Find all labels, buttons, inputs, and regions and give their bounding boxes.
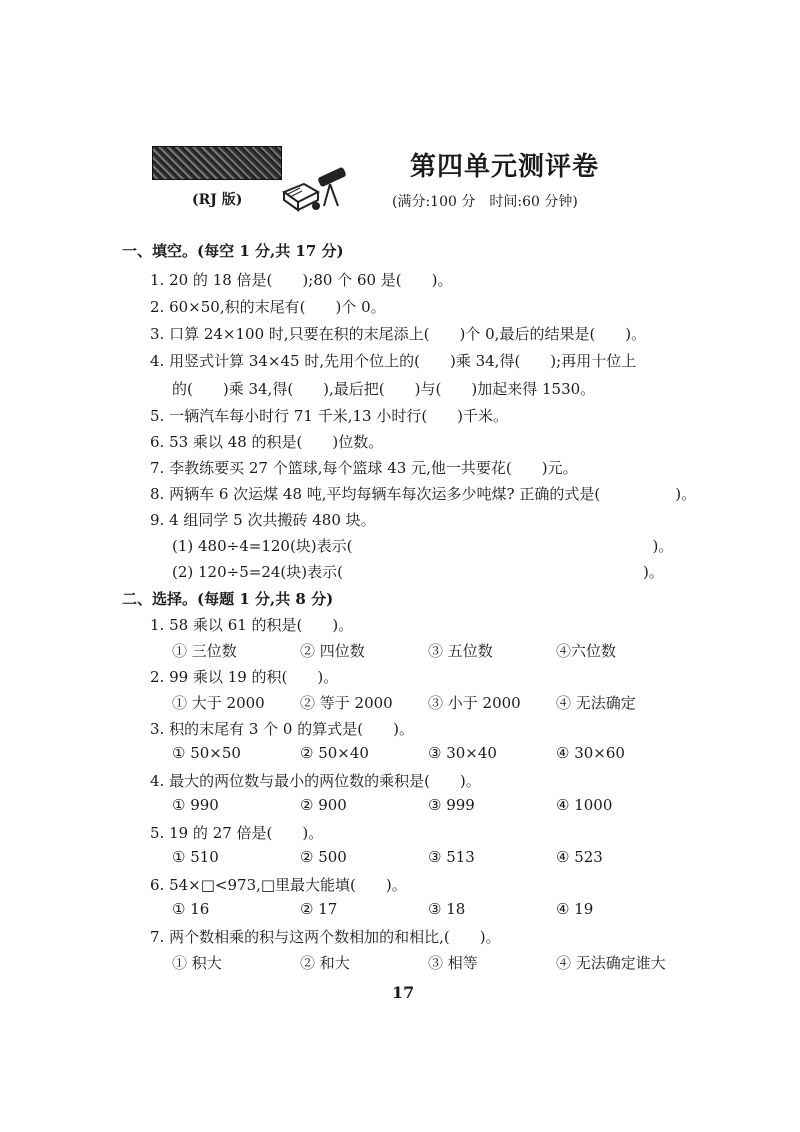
choice-3-option-a: ① 50×50 — [172, 744, 241, 762]
choice-2-option-d: ④ 无法确定 — [556, 694, 636, 712]
page-number: 17 — [392, 983, 415, 1002]
book-telescope-icon — [280, 162, 352, 214]
fill-question-9-part1: (1) 480÷4=120(块)表示( )。 — [172, 537, 674, 555]
section1-heading: 一、填空。(每空 1 分,共 17 分) — [122, 242, 344, 260]
edition-label: (RJ 版) — [192, 192, 243, 208]
choice-1-option-d: ④六位数 — [556, 642, 617, 660]
section2-heading: 二、选择。(每题 1 分,共 8 分) — [122, 590, 334, 608]
choice-3-option-b: ② 50×40 — [300, 744, 369, 762]
fill-question-9: 9. 4 组同学 5 次共搬砖 480 块。 — [150, 511, 376, 529]
choice-4-option-c: ③ 999 — [428, 796, 475, 814]
choice-5-option-d: ④ 523 — [556, 848, 603, 866]
choice-6-option-b: ② 17 — [300, 900, 338, 918]
choice-question-2: 2. 99 乘以 19 的积( )。 — [150, 668, 339, 686]
fill-question-4-cont: 的( )乘 34,得( ),最后把( )与( )加起来得 1530。 — [172, 380, 596, 398]
exam-info: (满分:100 分 时间:60 分钟) — [392, 194, 578, 210]
choice-4-option-d: ④ 1000 — [556, 796, 613, 814]
choice-3-option-c: ③ 30×40 — [428, 744, 497, 762]
choice-2-option-b: ② 等于 2000 — [300, 694, 393, 712]
choice-2-option-c: ③ 小于 2000 — [428, 694, 521, 712]
fill-question-5: 5. 一辆汽车每小时行 71 千米,13 小时行( )千米。 — [150, 407, 509, 425]
choice-question-3: 3. 积的末尾有 3 个 0 的算式是( )。 — [150, 720, 414, 738]
choice-question-1: 1. 58 乘以 61 的积是( )。 — [150, 616, 354, 634]
fill-question-1: 1. 20 的 18 倍是( );80 个 60 是( )。 — [150, 271, 453, 289]
page-title: 第四单元测评卷 — [410, 152, 600, 182]
choice-5-option-b: ② 500 — [300, 848, 347, 866]
choice-6-option-d: ④ 19 — [556, 900, 594, 918]
choice-question-5: 5. 19 的 27 倍是( )。 — [150, 824, 324, 842]
choice-1-option-a: ① 三位数 — [172, 642, 237, 660]
choice-5-option-c: ③ 513 — [428, 848, 475, 866]
choice-2-option-a: ① 大于 2000 — [172, 694, 265, 712]
fill-question-2: 2. 60×50,积的末尾有( )个 0。 — [150, 298, 386, 316]
fill-question-6: 6. 53 乘以 48 的积是( )位数。 — [150, 433, 384, 451]
fill-question-7: 7. 李教练要买 27 个篮球,每个篮球 43 元,他一共要花( )元。 — [150, 459, 578, 477]
choice-3-option-d: ④ 30×60 — [556, 744, 625, 762]
choice-7-option-b: ② 和大 — [300, 954, 350, 972]
choice-question-4: 4. 最大的两位数与最小的两位数的乘积是( )。 — [150, 772, 481, 790]
choice-6-option-a: ① 16 — [172, 900, 210, 918]
series-logo — [152, 146, 282, 180]
fill-question-8: 8. 两辆车 6 次运煤 48 吨,平均每辆车每次运多少吨煤? 正确的式是( )。 — [150, 485, 697, 503]
choice-4-option-b: ② 900 — [300, 796, 347, 814]
choice-question-6: 6. 54×□<973,□里最大能填( )。 — [150, 876, 407, 894]
fill-question-9-part2: (2) 120÷5=24(块)表示( )。 — [172, 563, 664, 581]
choice-7-option-d: ④ 无法确定谁大 — [556, 954, 666, 972]
choice-question-7: 7. 两个数相乘的积与这两个数相加的和相比,( )。 — [150, 928, 501, 946]
choice-1-option-b: ② 四位数 — [300, 642, 365, 660]
choice-7-option-a: ① 积大 — [172, 954, 222, 972]
choice-4-option-a: ① 990 — [172, 796, 219, 814]
choice-6-option-c: ③ 18 — [428, 900, 466, 918]
choice-5-option-a: ① 510 — [172, 848, 219, 866]
choice-1-option-c: ③ 五位数 — [428, 642, 493, 660]
choice-7-option-c: ③ 相等 — [428, 954, 478, 972]
fill-question-3: 3. 口算 24×100 时,只要在积的末尾添上( )个 0,最后的结果是( )。 — [150, 325, 647, 343]
fill-question-4: 4. 用竖式计算 34×45 时,先用个位上的( )乘 34,得( );再用十位上 — [150, 352, 637, 370]
